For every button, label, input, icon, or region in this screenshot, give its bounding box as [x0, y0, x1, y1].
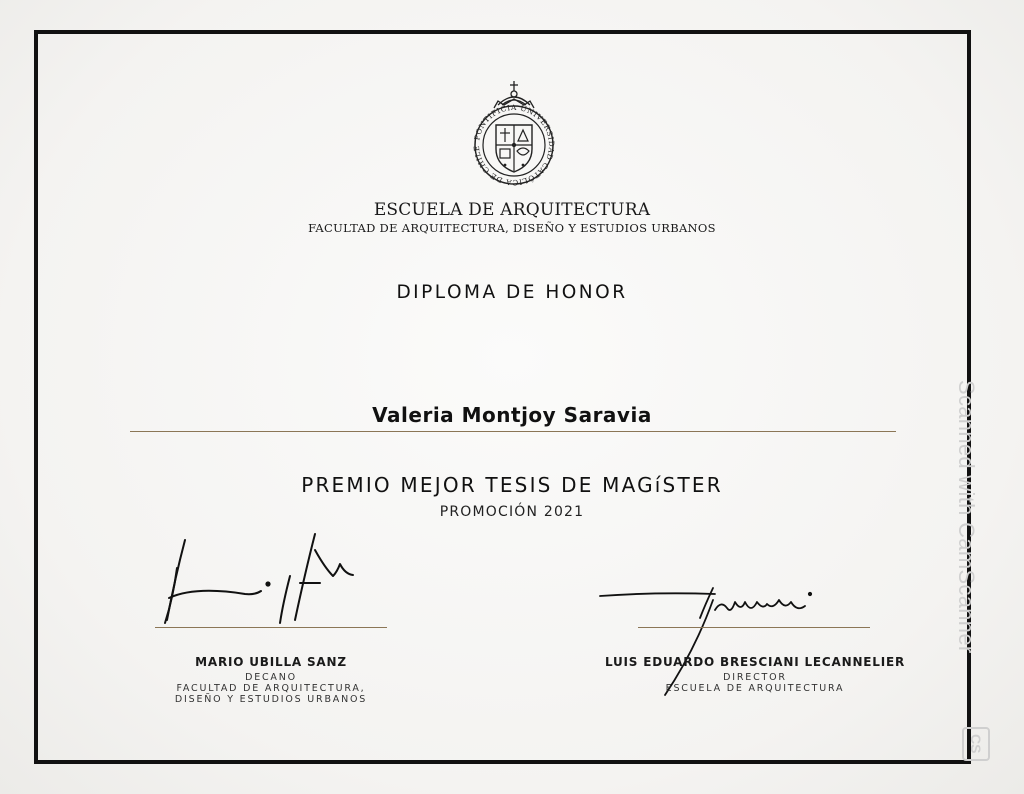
school-name: ESCUELA DE ARQUITECTURA: [373, 200, 651, 220]
award-title: PREMIO MEJOR TESIS DE MAGíSTER: [301, 473, 723, 497]
dean-name: MARIO UBILLA SANZ: [195, 655, 347, 669]
director-signature-line: [638, 627, 870, 628]
recipient-name: Valeria Montjoy Saravia: [372, 403, 652, 427]
recipient-name-rule: [130, 431, 896, 432]
diploma-title: DIPLOMA DE HONOR: [396, 282, 628, 303]
university-crest-seal: [468, 75, 560, 189]
dean-signature: [155, 528, 395, 628]
director-title-line-1: DIRECTOR: [723, 672, 787, 683]
scanner-watermark: [940, 380, 990, 770]
director-title-line-2: ESCUELA DE ARQUITECTURA: [665, 683, 845, 694]
director-name: LUIS EDUARDO BRESCIANI LECANNELIER: [604, 655, 906, 669]
camscanner-logo-icon: CS: [962, 727, 990, 761]
dean-title-line-2: FACULTAD DE ARQUITECTURA,: [176, 683, 366, 694]
promotion-year: PROMOCIÓN 2021: [439, 504, 585, 520]
dean-title-line-1: DECANO: [245, 672, 297, 683]
scanner-watermark-text: Scanned with CamScanner: [954, 380, 979, 654]
faculty-name: FACULTAD DE ARQUITECTURA, DISEÑO Y ESTUDIOS URBANOS: [308, 221, 716, 235]
dean-signature-line: [155, 627, 387, 628]
dean-title-line-3: DISEÑO Y ESTUDIOS URBANOS: [174, 694, 368, 705]
crest-ring-text: PONTIFICIA UNIVERSIDAD CATÓLICA DE CHILE: [471, 102, 557, 188]
